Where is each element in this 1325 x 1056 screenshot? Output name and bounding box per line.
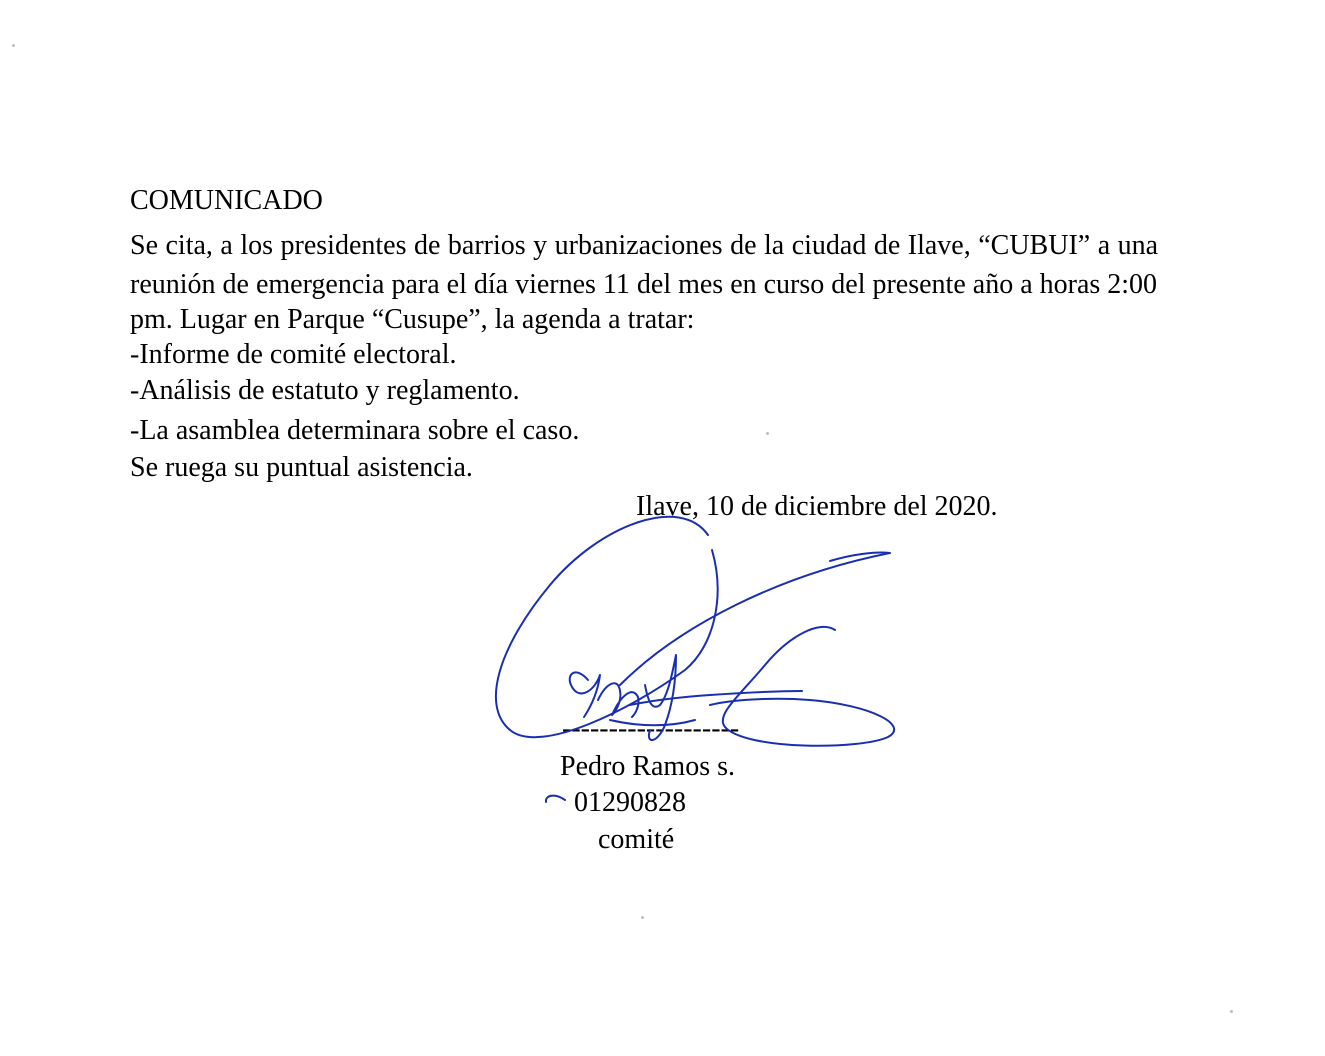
agenda-item-2: -Análisis de estatuto y reglamento. bbox=[130, 375, 520, 406]
scan-speck bbox=[641, 916, 644, 919]
body-line-3: pm. Lugar en Parque “Cusupe”, la agenda a tratar: bbox=[130, 304, 695, 335]
scan-speck bbox=[1230, 1010, 1233, 1013]
signer-role: comité bbox=[598, 824, 675, 855]
signature-line: ------------------- bbox=[562, 713, 740, 744]
agenda-item-1: -Informe de comité electoral. bbox=[130, 339, 457, 370]
signer-name: Pedro Ramos s. bbox=[560, 751, 735, 782]
closing-line: Se ruega su puntual asistencia. bbox=[130, 452, 473, 483]
body-line-2: reunión de emergencia para el día viernes 11 del mes en curso del presente año a horas 2:00 bbox=[130, 269, 1158, 300]
signer-id-number: 01290828 bbox=[574, 787, 686, 818]
document-title: COMUNICADO bbox=[130, 185, 323, 216]
scan-speck bbox=[12, 44, 15, 47]
agenda-item-3: -La asamblea determinara sobre el caso. bbox=[130, 415, 580, 446]
body-line-1: Se cita, a los presidentes de barrios y urbanizaciones de la ciudad de Ilave, “CUBUI” a una bbox=[130, 230, 1159, 261]
scan-speck bbox=[766, 432, 769, 435]
date-line: Ilave, 10 de diciembre del 2020. bbox=[636, 491, 998, 522]
